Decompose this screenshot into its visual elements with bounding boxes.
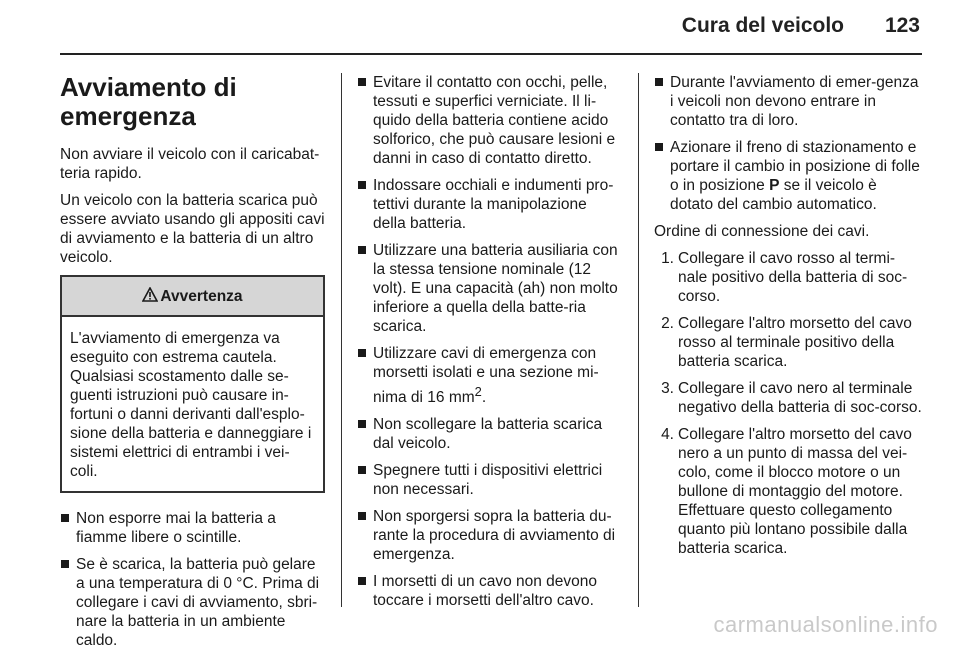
intro-paragraph: Un veicolo con la batteria scarica può essere avviato usando gli appositi cavi di avviamento e la batteria di un altro veicolo. (60, 192, 325, 266)
list-item: Evitare il contatto con occhi, pelle, tessuti e superfici verniciate. Il li-quido della batteria contiene acido solforico, che può causare lesioni e danni in caso di contatto diretto. (357, 73, 622, 168)
list-item: Azionare il freno di stazionamento e portare il cambio in posizione di folle o in posizione P se il veicolo è dotato del cambio automatico. (654, 138, 922, 214)
column-2 (357, 73, 622, 618)
header-rule (60, 53, 922, 55)
list-item: Indossare occhiali e indumenti pro-tettivi durante la manipolazione della batteria. (357, 176, 622, 233)
bullet-list (60, 509, 325, 650)
warning-body: L'avviamento di emergenza va eseguito con estrema cautela. Qualsiasi scostamento dalle se-guenti istruzioni può causare in-fortuni o danni derivanti dall'esplo-sione della batteria e danneggiare i sistemi elettrici di entrambi i vei-coli. (70, 330, 312, 480)
list-item: I morsetti di un cavo non devono toccare i morsetti dell'altro cavo. (357, 572, 622, 610)
list-item: Utilizzare cavi di emergenza con morsetti isolati e una sezione mi-nima di 16 $mm^2$. (357, 344, 622, 407)
list-item: Durante l'avviamento di emer-genza i veicoli non devono entrare in contatto tra di loro. (654, 73, 922, 130)
list-item: Non sporgersi sopra la batteria du-rante la procedura di avviamento di emergenza. (357, 507, 622, 564)
column-3 (654, 73, 922, 566)
column-divider (341, 73, 342, 607)
list-item: Se è scarica, la batteria può gelare a una temperatura di 0 °C. Prima di collegare i cavi di avviamento, sbri-nare la batteria in un ambiente caldo. (60, 555, 325, 650)
warning-triangle-icon (142, 287, 158, 306)
list-item: Non scollegare la batteria scarica dal veicolo. (357, 415, 622, 453)
list-item: Non esporre mai la batteria a fiamme libere o scintille. (60, 509, 325, 547)
step-item: 4. Collegare l'altro morsetto del cavo nero a un punto di massa del vei-colo, come il blocco motore o un bullone di montaggio del motore. Effettuare questo collegamento quanto più lontano possibile dalla batteria scarica. (661, 426, 912, 557)
step-item: 1. Collegare il cavo rosso al termi-nale positivo della batteria di soc-corso. (661, 250, 908, 305)
step-item: 2. Collegare l'altro morsetto del cavo rosso al terminale positivo della batteria scarica. (661, 315, 912, 370)
bullet-list (654, 73, 922, 214)
column-divider (638, 73, 639, 607)
warning-box (60, 275, 325, 493)
order-intro: Ordine di connessione dei cavi. (654, 223, 870, 240)
section-title: Avviamento di emergenza (60, 72, 237, 131)
page-number: 123 (884, 14, 920, 37)
step-item: 3. Collegare il cavo nero al terminale negativo della batteria di soc-corso. (661, 380, 922, 416)
column-1 (60, 73, 325, 658)
list-item: Utilizzare una batteria ausiliaria con la stessa tensione nominale (12 volt). E una capacità (ah) non molto inferiore a quella della batte-ria scarica. (357, 241, 622, 336)
warning-header (62, 277, 323, 317)
chapter-title: Cura del veicolo (681, 14, 844, 37)
intro-paragraph: Non avviare il veicolo con il caricabat-teria rapido. (60, 146, 320, 182)
bullet-list (357, 73, 622, 610)
warning-title: Avvertenza (160, 287, 243, 305)
steps-list (654, 249, 922, 558)
list-item: Spegnere tutti i dispositivi elettrici non necessari. (357, 461, 622, 499)
watermark: carmanualsonline.info (713, 612, 938, 637)
